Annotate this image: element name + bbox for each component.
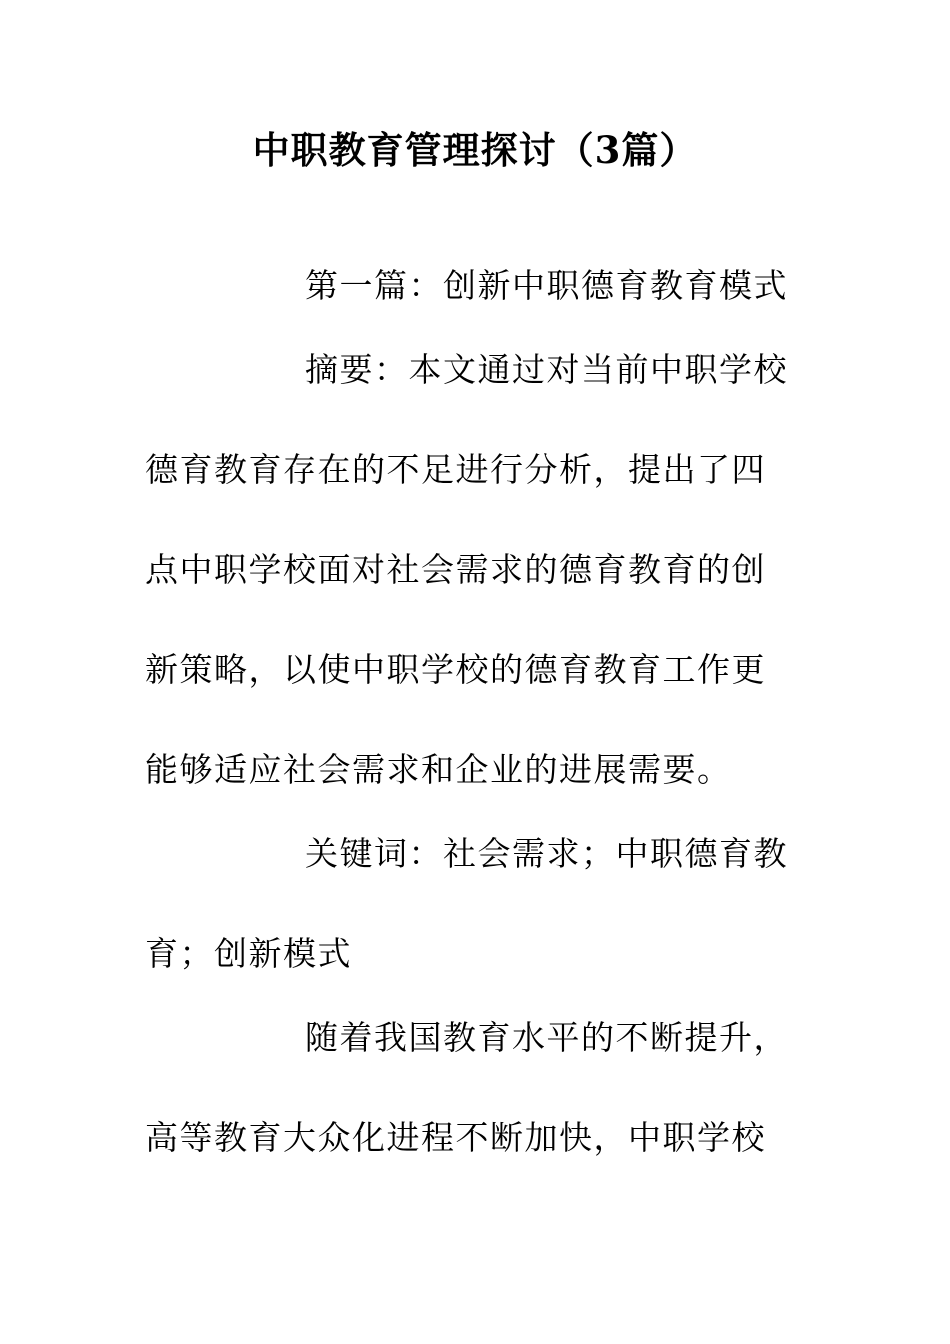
abstract-line: 点中职学校面对社会需求的德育教育的创 bbox=[145, 550, 766, 589]
abstract-line: 能够适应社会需求和企业的进展需要。 bbox=[145, 750, 732, 789]
section-heading: 第一篇：创新中职德育教育模式 bbox=[305, 266, 788, 305]
keywords-line: 育；创新模式 bbox=[145, 934, 352, 973]
abstract-line: 摘要：本文通过对当前中职学校 bbox=[305, 350, 788, 389]
abstract-line: 德育教育存在的不足进行分析，提出了四 bbox=[145, 450, 766, 489]
document-title: 中职教育管理探讨（3篇） bbox=[252, 128, 698, 172]
body-line: 随着我国教育水平的不断提升， bbox=[305, 1018, 788, 1057]
keywords-line: 关键词：社会需求；中职德育教 bbox=[305, 834, 788, 873]
body-line: 高等教育大众化进程不断加快，中职学校 bbox=[145, 1118, 766, 1157]
abstract-line: 新策略，以使中职学校的德育教育工作更 bbox=[145, 650, 766, 689]
